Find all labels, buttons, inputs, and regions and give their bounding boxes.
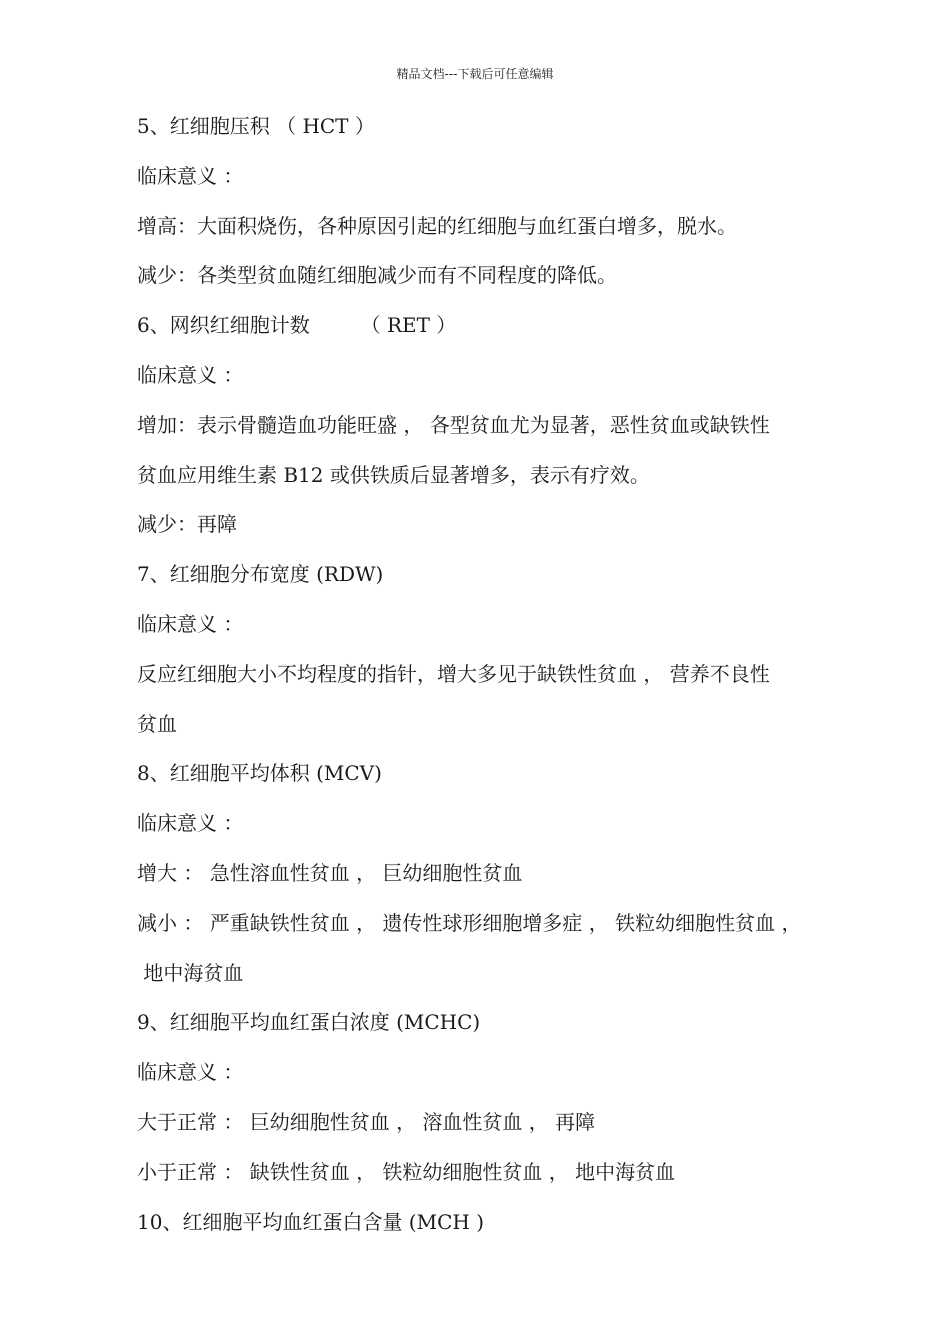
- paragraph-line: 增高：大面积烧伤，各种原因引起的红细胞与血红蛋白增多，脱水。: [137, 213, 737, 238]
- paragraph-line: 增大 ： 急性溶血性贫血 ， 巨幼细胞性贫血: [137, 860, 523, 885]
- clinical-significance-label: 临床意义 ：: [137, 163, 244, 188]
- paragraph-line: 贫血应用维生素 B12 或供铁质后显著增多，表示有疗效。: [137, 462, 650, 487]
- heading-hct: 5、红细胞压积 （ HCT ）: [137, 114, 375, 138]
- heading-mch: 10、红细胞平均血红蛋白含量 (MCH ): [137, 1209, 484, 1234]
- page-header: 精品文档---下载后可任意编辑: [396, 67, 554, 81]
- paragraph-line: 贫血: [137, 711, 177, 736]
- paragraph-line: 增加：表示骨髓造血功能旺盛 ， 各型贫血尤为显著，恶性贫血或缺铁性: [137, 412, 770, 437]
- clinical-significance-label: 临床意义 ：: [137, 811, 244, 836]
- document-body: [137, 106, 927, 1251]
- paragraph-line: 减少：再障: [137, 512, 237, 537]
- clinical-significance-label: 临床意义 ：: [137, 1060, 244, 1085]
- paragraph-line: 减小 ： 严重缺铁性贫血 ， 遗传性球形细胞增多症 ， 铁粒幼细胞性贫血 ，: [137, 910, 802, 935]
- paragraph-line: 减少：各类型贫血随红细胞减少而有不同程度的降低。: [137, 263, 617, 288]
- clinical-significance-label: 临床意义 ：: [137, 611, 244, 636]
- heading-ret: 6、网织红细胞计数 （ RET ）: [137, 313, 457, 338]
- clinical-significance-label: 临床意义 ：: [137, 362, 244, 387]
- heading-rdw: 7、红细胞分布宽度 (RDW): [137, 562, 384, 587]
- paragraph-line: 地中海贫血: [137, 960, 244, 985]
- paragraph-line: 小于正常 ： 缺铁性贫血 ， 铁粒幼细胞性贫血 ， 地中海贫血: [137, 1159, 676, 1184]
- paragraph-line: 反应红细胞大小不均程度的指针，增大多见于缺铁性贫血 ， 营养不良性: [137, 661, 770, 686]
- heading-mchc: 9、红细胞平均血红蛋白浓度 (MCHC): [137, 1010, 481, 1035]
- paragraph-line: 大于正常 ： 巨幼细胞性贫血 ， 溶血性贫血 ， 再障: [137, 1109, 596, 1134]
- heading-mcv: 8、红细胞平均体积 (MCV): [137, 761, 382, 786]
